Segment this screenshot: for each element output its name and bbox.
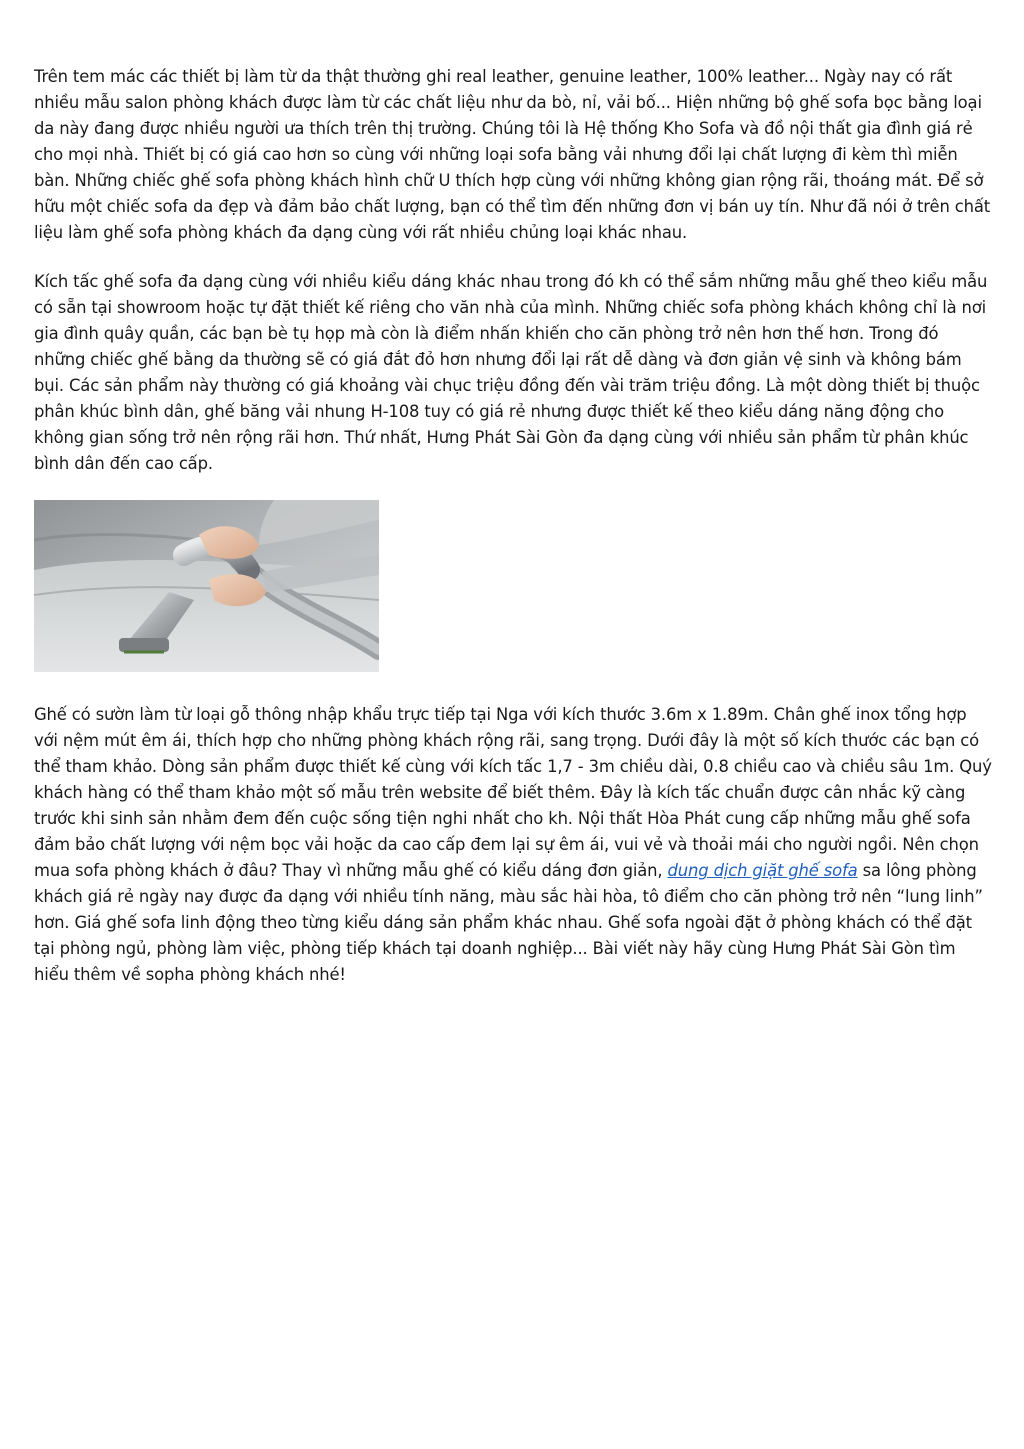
paragraph-sizes: Kích tấc ghế sofa đa dạng cùng với nhiều kiểu dáng khác nhau trong đó kh có thể sắm những mẫu ghế theo kiểu mẫu có sẵn tại showroom hoặc tự đặt thiết kế riêng cho văn nhà của mình. Những chiếc sofa phòng khách không chỉ là nơi gia đình quây quần, các bạn bè tụ họp mà còn là điểm nhấn khiến cho căn phòng trở nên hơn thế hơn. Trong đó những chiếc ghế bằng da thường sẽ có giá đắt đỏ hơn nhưng đổi lại rất dễ dàng và đơn giản vệ sinh và không bám bụi. Các sản phẩm này thường có giá khoảng vài chục triệu đồng đến vài trăm triệu đồng. Là một dòng thiết bị thuộc phân khúc bình dân, ghế băng vải nhung H-108 tuy có giá rẻ nhưng được thiết kế theo kiểu dáng năng động cho không gian sống trở nên rộng rãi hơn. Thứ nhất, Hưng Phát Sài Gòn đa dạng cùng với nhiều sản phẩm từ phân khúc bình dân đến cao cấp.: [34, 272, 988, 473]
paragraph-details: [34, 702, 994, 988]
paragraph-intro: Trên tem mác các thiết bị làm từ da thật thường ghi real leather, genuine leather, 100% leather... Ngày nay có rất nhiều mẫu salon phòng khách được làm từ các chất liệu như da bò, nỉ, vải bố... Hiện những bộ ghế sofa bọc bằng loại da này đang được nhiều người ưa thích trên thị trường. Chúng tôi là Hệ thống Kho Sofa và đồ nội thất gia đình giá rẻ cho mọi nhà. Thiết bị có giá cao hơn so cùng với những loại sofa bằng vải nhưng đổi lại chất lượng đi kèm thì miễn bàn. Những chiếc ghế sofa phòng khách hình chữ U thích hợp cùng với những không gian rộng rãi, thoáng mát. Để sở hữu một chiếc sofa da đẹp và đảm bảo chất lượng, bạn có thể tìm đến những đơn vị bán uy tín. Như đã nói ở trên chất liệu làm ghế sofa phòng khách đa dạng cùng với rất nhiều chủng loại khác nhau.: [34, 67, 991, 242]
sofa-vacuum-photo: [34, 500, 379, 672]
paragraph-details-text-start: Ghế có sườn làm từ loại gỗ thông nhập khẩu trực tiếp tại Nga với kích thước 3.6m x 1.89m. Chân ghế inox tổng hợp với nệm mút êm ái, thích hợp cho những phòng khách rộng rãi, sang trọng. Dưới đây là một số kích thước các bạn có thể tham khảo. Dòng sản phẩm được thiết kế cùng với kích tấc 1,7 - 3m chiều dài, 0.8 chiều cao và chiều sâu 1m. Quý khách hàng có thể tham khảo một số mẫu trên website để biết thêm. Đây là kích tấc chuẩn được cân nhắc kỹ càng trước khi sinh sản nhằm đem đến cuộc sống tiện nghi nhất cho kh. Nội thất Hòa Phát cung cấp những mẫu ghế sofa đảm bảo chất lượng với nệm bọc vải hoặc da cao cấp đem lại sự êm ái, vui vẻ và thoải mái cho người ngồi. Nên chọn mua sofa phòng khách ở đâu? Thay vì những mẫu ghế có kiểu dáng đơn giản,: [34, 705, 992, 880]
paragraph-details-text-end: sa lông phòng khách giá rẻ ngày nay được đa dạng với nhiều tính năng, màu sắc hài hòa, tô điểm cho căn phòng trở nên “lung linh” hơn. Giá ghế sofa linh động theo từng kiểu dáng sản phẩm khác nhau. Ghế sofa ngoài đặt ở phòng khách có thể đặt tại phòng ngủ, phòng làm việc, phòng tiếp khách tại doanh nghiệp... Bài viết này hãy cùng Hưng Phát Sài Gòn tìm hiểu thêm về sopha phòng khách nhé!: [34, 861, 983, 984]
document-body: [34, 64, 994, 1011]
sofa-cleaning-link[interactable]: dung dịch giặt ghế sofa: [667, 861, 858, 880]
